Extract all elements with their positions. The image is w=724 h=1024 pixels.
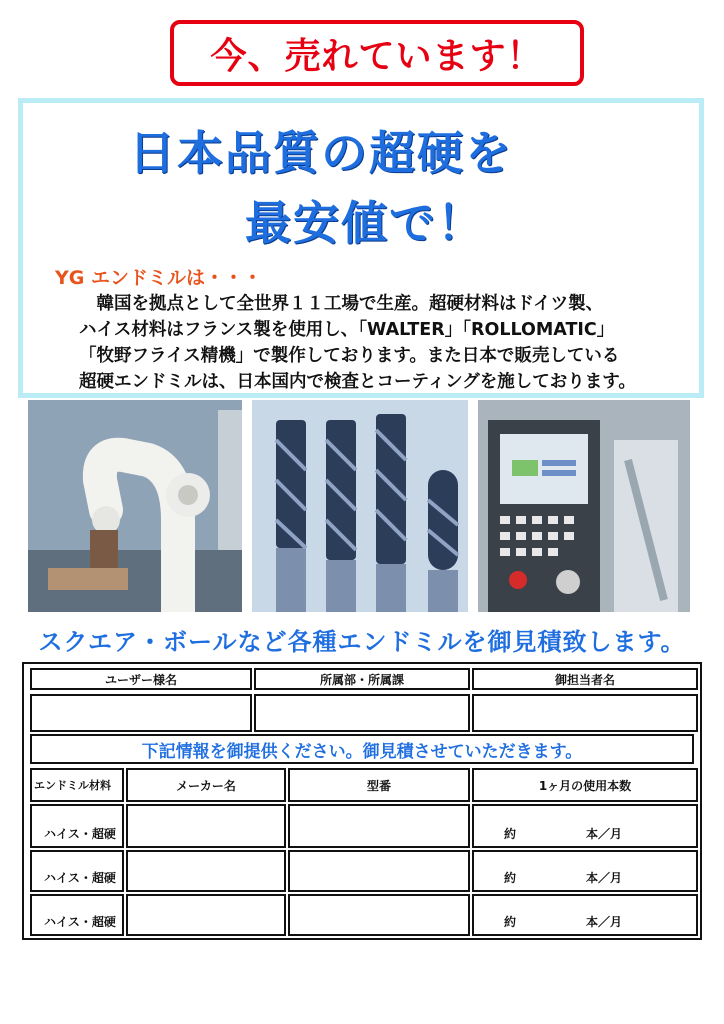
header-contact-person: 御担当者名 <box>472 668 698 690</box>
model-field[interactable] <box>288 850 470 892</box>
tagline: スクエア・ボールなど各種エンドミルを御見積致します。 <box>38 628 686 656</box>
maker-field[interactable] <box>126 804 286 848</box>
quote-request-form <box>22 662 702 940</box>
qty-prefix: 約 <box>504 871 517 885</box>
promo-banner <box>170 20 584 86</box>
department-field[interactable] <box>254 694 470 732</box>
hero-panel <box>18 98 704 398</box>
material-cell: ハイス・超硬 <box>30 850 124 892</box>
qty-unit: 本／月 <box>586 915 623 929</box>
col-maker: メーカー名 <box>126 768 286 802</box>
contact-person-field[interactable] <box>472 694 698 732</box>
qty-prefix: 約 <box>504 915 517 929</box>
model-field[interactable] <box>288 804 470 848</box>
header-department: 所属部・所属課 <box>254 668 470 690</box>
header-user-name: ユーザー様名 <box>30 668 252 690</box>
maker-field[interactable] <box>126 894 286 936</box>
photo-strip <box>28 400 690 612</box>
headline-line-2: 最安値で！ <box>245 196 485 250</box>
material-cell: ハイス・超硬 <box>30 894 124 936</box>
usage-field[interactable] <box>472 850 698 892</box>
qty-prefix: 約 <box>504 827 517 841</box>
end-mills-photo <box>252 400 468 612</box>
info-request-notice: 下記情報を御提供ください。御見積させていただきます。 <box>30 734 694 764</box>
promo-banner-text: 今、売れています！ <box>210 35 544 77</box>
cnc-control-panel-photo <box>478 400 690 612</box>
col-material: エンドミル材料 <box>30 768 124 802</box>
usage-field[interactable] <box>472 804 698 848</box>
user-name-field[interactable] <box>30 694 252 732</box>
col-model-number: 型番 <box>288 768 470 802</box>
qty-unit: 本／月 <box>586 827 623 841</box>
col-monthly-usage: 1ヶ月の使用本数 <box>472 768 698 802</box>
subheading: YG エンドミルは・・・ <box>55 267 262 289</box>
maker-field[interactable] <box>126 850 286 892</box>
model-field[interactable] <box>288 894 470 936</box>
robot-arm-photo <box>28 400 242 612</box>
qty-unit: 本／月 <box>586 871 623 885</box>
headline-line-1: 日本品質の超硬を <box>129 126 513 180</box>
description-text: 韓国を拠点として全世界１１工場で生産。超硬材料はドイツ製、 ハイス材料はフランス製を使用し、「WALTER」「ROLLOMATIC」 「牧野フライス精機」で製作しております。また日本で販売している 超硬エンドミルは、日本国内で検査とコーティングを施しております。 <box>79 294 636 392</box>
usage-field[interactable] <box>472 894 698 936</box>
material-cell: ハイス・超硬 <box>30 804 124 848</box>
